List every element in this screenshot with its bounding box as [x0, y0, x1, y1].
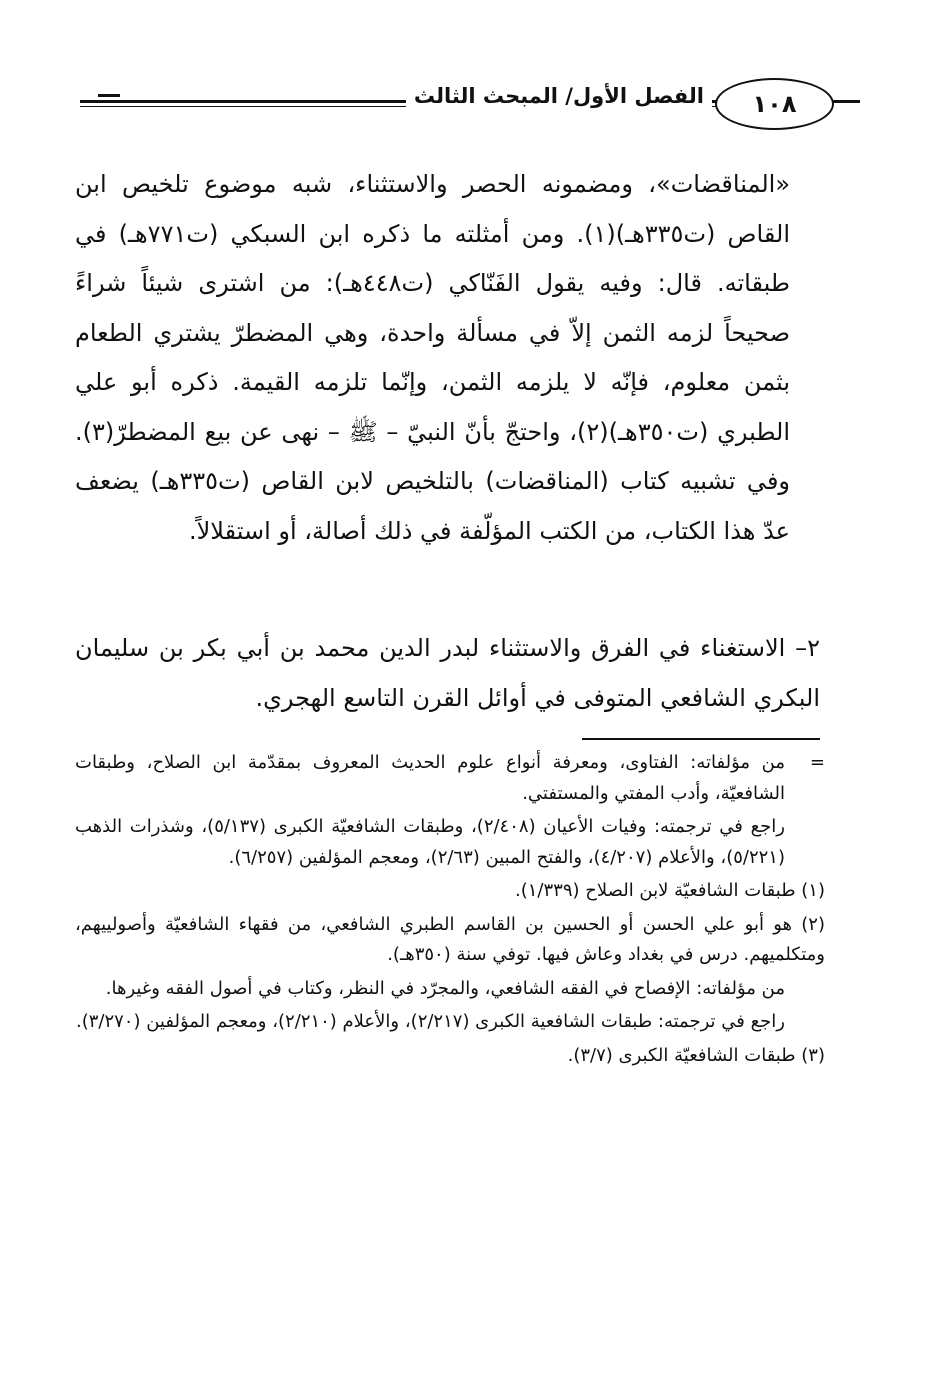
running-header [80, 78, 840, 134]
footnote-continuation [75, 748, 825, 809]
header-rule-right [832, 100, 860, 103]
footnote-continuation-refs: راجع في ترجمته: وفيات الأعيان (٢/٤٠٨)، وطبقات الشافعيّة الكبرى (٥/١٣٧)، وشذرات الذهب (٥/٢٢١)، والأعلام (٤/٢٠٧)، والفتح المبين (٢/٦٣)، ومعجم المؤلفين (٦/٢٥٧). [75, 816, 785, 868]
main-text [75, 160, 790, 556]
item-number: ٢– [795, 634, 820, 662]
item-text: الاستغناء في الفرق والاستثناء لبدر الدين محمد بن أبي بكر بن سليمان البكري الشافعي المتوفى في أوائل القرن التاسع الهجري. [75, 634, 820, 712]
footnote-text: من مؤلفاته: الفتاوى، ومعرفة أنواع علوم الحديث المعروف بمقدّمة ابن الصلاح، وطبقات الشافعيّة، وأدب المفتي والمستفتي. [75, 752, 785, 804]
footnote-2: (٢) هو أبو علي الحسن أو الحسين بن القاسم الطبري الشافعي، من فقهاء الشافعيّة وأصولييهم، ومتكلميهم. درس في بغداد وعاش فيها. توفي سنة (٣٥٠هـ). [75, 913, 825, 965]
footnote-2-refs: راجع في ترجمته: طبقات الشافعية الكبرى (٢/٢١٧)، والأعلام (٢/٢١٠)، ومعجم المؤلفين (٣/٢٧٠). [75, 1011, 785, 1032]
header-end-bars [98, 94, 120, 106]
page-number: ١٠٨ [715, 78, 834, 130]
footnote-2-works: من مؤلفاته: الإفصاح في الفقه الشافعي، والمجرّد في النظر، وكتاب في أصول الفقه وغيرها. [105, 977, 785, 999]
numbered-item [75, 624, 820, 723]
footnote-1: (١) طبقات الشافعيّة لابن الصلاح (١/٣٣٩). [515, 880, 825, 901]
paragraph: «المناقضات»، ومضمونه الحصر والاستثناء، شبه موضوع تلخيص ابن القاص (ت٣٣٥هـ)(١). ومن أمثلته ما ذكره ابن السبكي (ت٧٧١هـ) في طبقاته. قال: وفيه يقول الفَنّاكي (ت٤٤٨هـ): من اشترى شيئاً شراءً صحيحاً لزمه الثمن إلاّ في مسألة واحدة، وهي المضطرّ يشتري الطعام بثمن معلوم، فإنّه لا يلزمه الثمن، وإنّما تلزمه القيمة. ذكره أبو علي الطبري (ت٣٥٠هـ)(٢)، واحتجّ بأنّ النبيّ – ﷺ – نهى عن بيع المضطرّ(٣). وفي تشبيه كتاب (المناقضات) بالتلخيص لابن القاص (ت٣٣٥هـ) يضعف عدّ هذا الكتاب، من الكتب المؤلّفة في ذلك أصالة، أو استقلالاً. [75, 170, 791, 545]
continuation-marker: = [809, 752, 825, 773]
footnotes [75, 748, 825, 1074]
running-title: الفصل الأول/ المبحث الثالث [406, 84, 712, 108]
footnote-3: (٣) طبقات الشافعيّة الكبرى (٣/٧). [567, 1044, 825, 1066]
footnote-separator [582, 738, 820, 740]
